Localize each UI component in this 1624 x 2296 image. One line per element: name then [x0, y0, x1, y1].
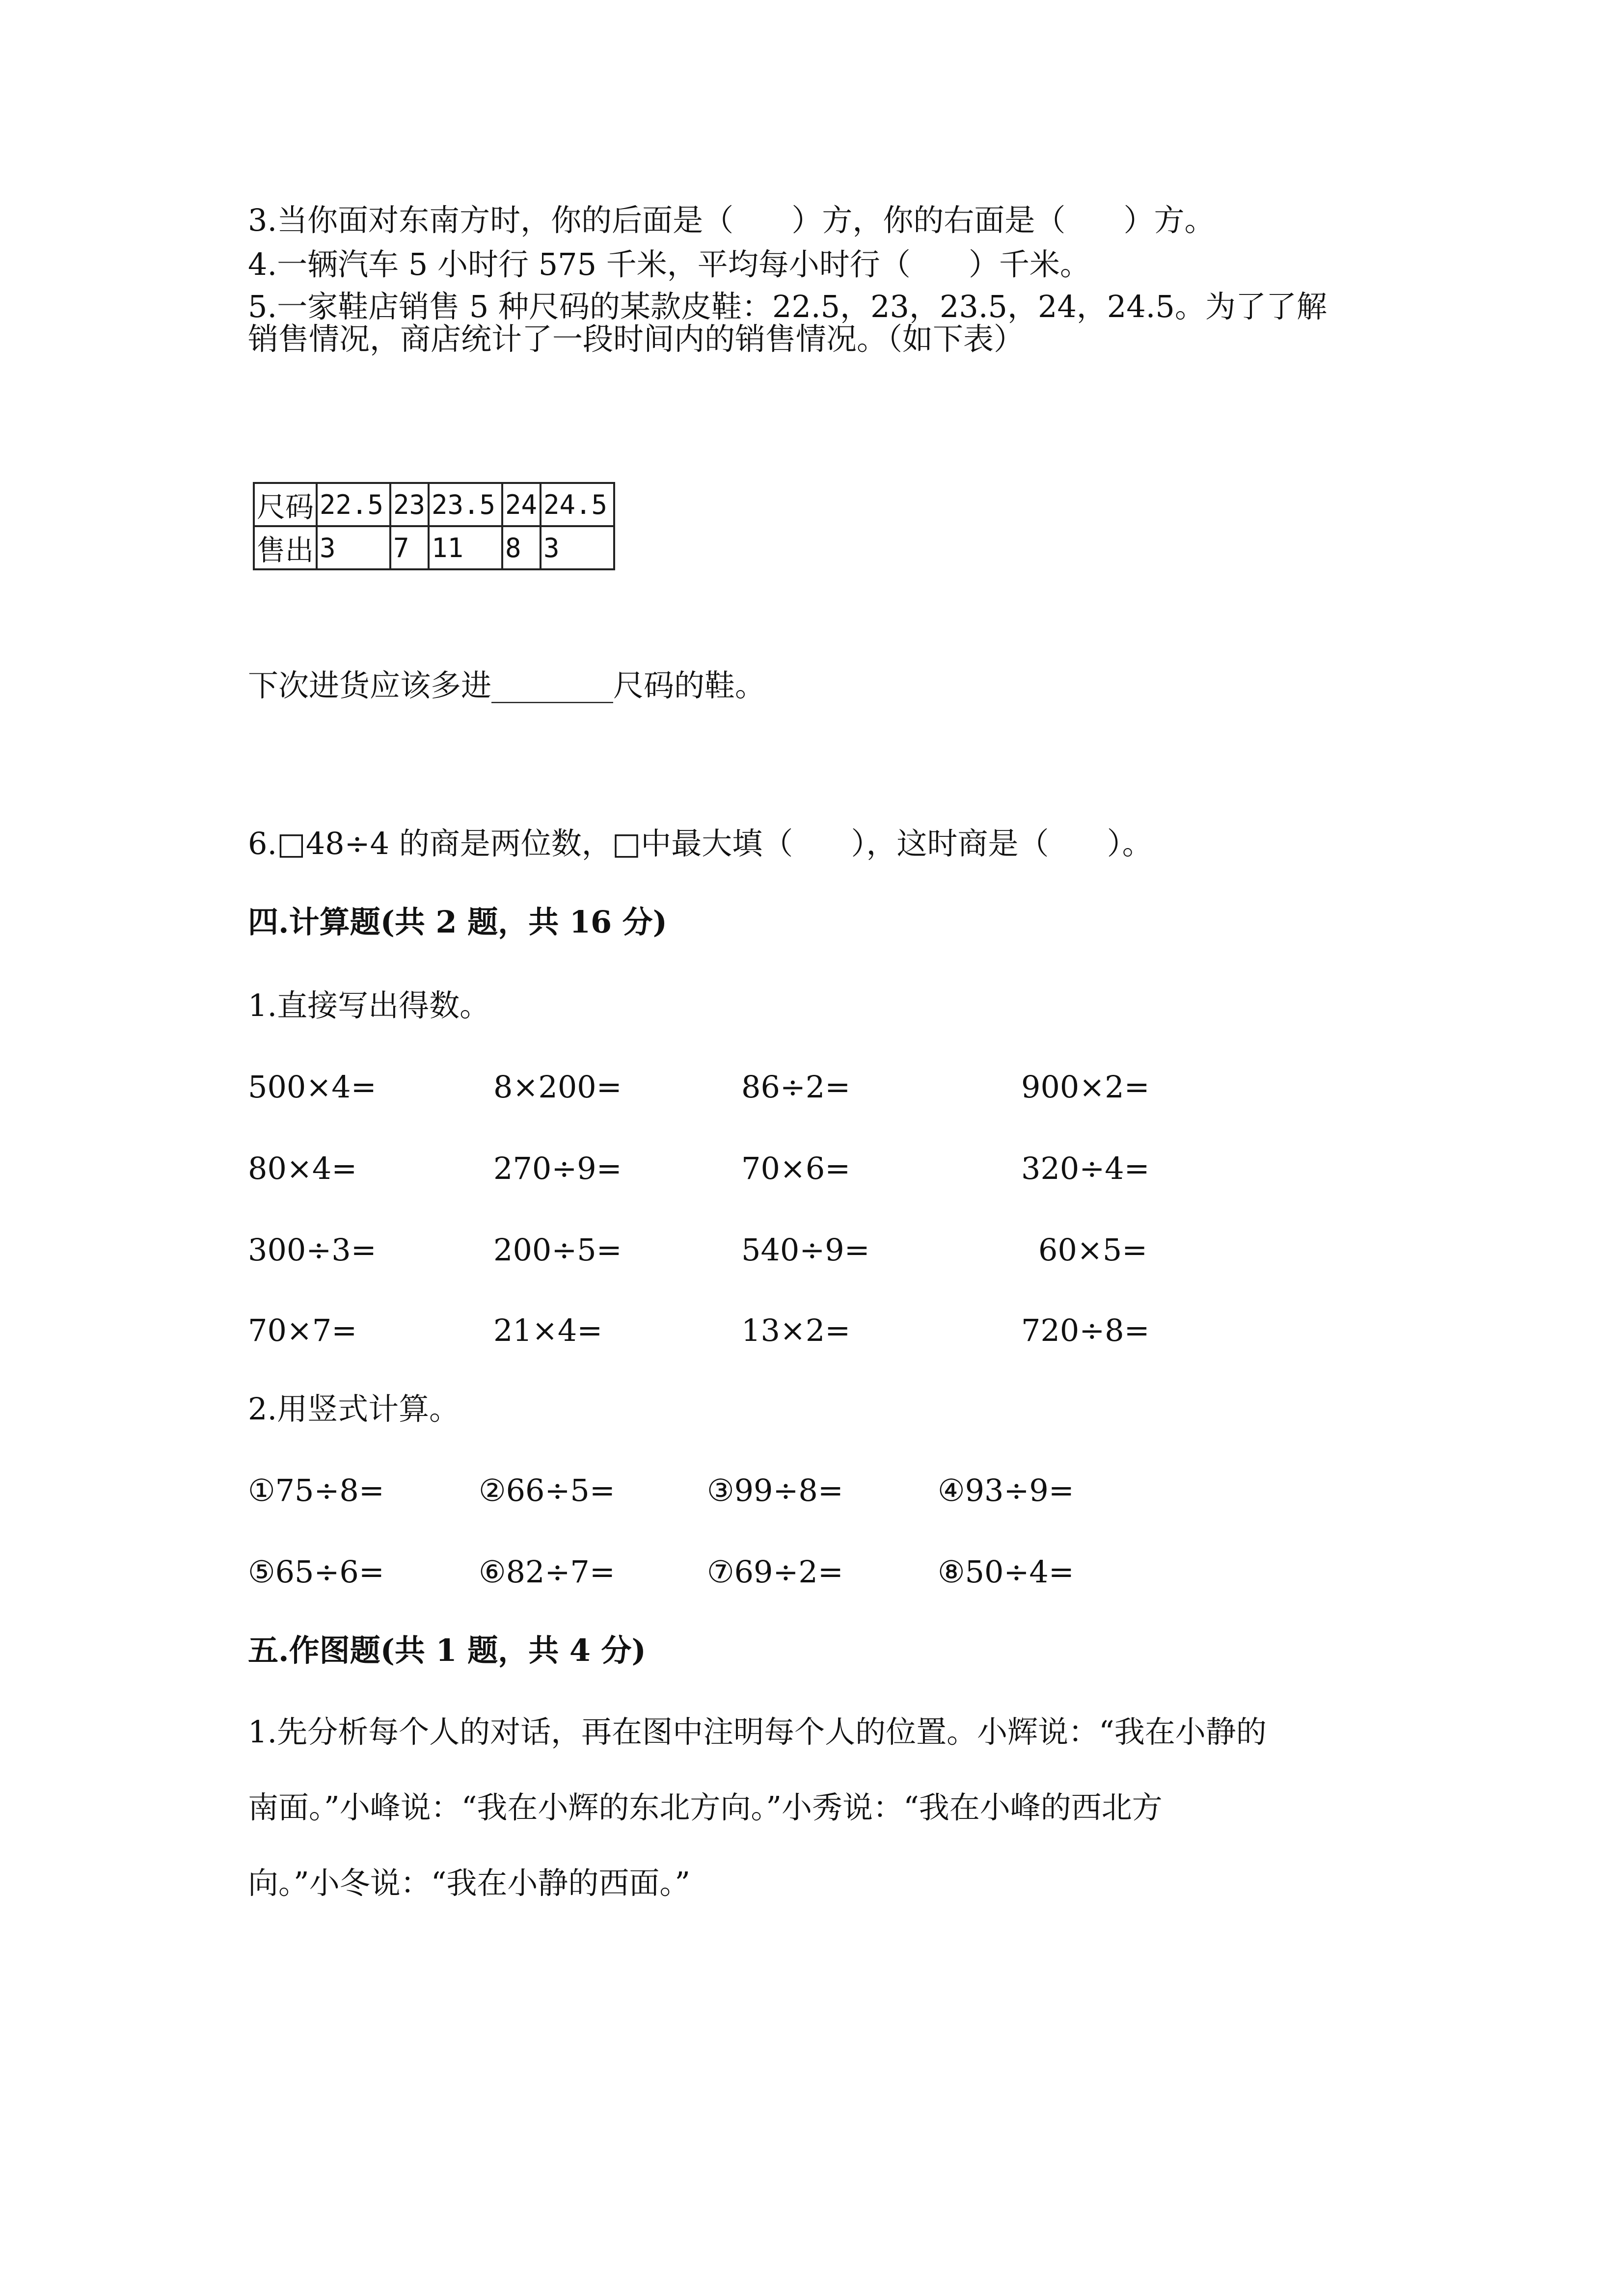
- calc-item: 70×7=: [248, 1312, 357, 1348]
- calc-item: 13×2=: [741, 1312, 851, 1348]
- calc-item: 200÷5=: [493, 1232, 622, 1268]
- sales-table: [253, 482, 615, 570]
- table-cell: 22.5: [317, 483, 390, 526]
- calc-item: ②66÷5=: [479, 1472, 615, 1508]
- question-5-line-2: 销售情况，商店统计了一段时间内的销售情况。（如下表）: [248, 321, 1025, 357]
- table-cell: 24: [502, 483, 541, 526]
- section-4-heading: 四.计算题(共 2 题，共 16 分): [248, 904, 668, 940]
- calc-item: 900×2=: [1021, 1069, 1150, 1105]
- table-cell: 售出: [254, 526, 317, 569]
- calc-1-title: 1.直接写出得数。: [248, 988, 490, 1023]
- calc-item: 720÷8=: [1021, 1312, 1150, 1348]
- table-cell: 3: [317, 526, 390, 569]
- question-5-answer: 下次进货应该多进________尺码的鞋。: [248, 667, 766, 703]
- table-cell: 11: [429, 526, 502, 569]
- drawing-question-line-3: 向。”小冬说：“我在小静的西面。”: [248, 1865, 691, 1901]
- table-cell: 23: [390, 483, 429, 526]
- drawing-question-line-2: 南面。”小峰说：“我在小辉的东北方向。”小秀说：“我在小峰的西北方: [248, 1789, 1163, 1825]
- question-4: 4.一辆汽车 5 小时行 575 千米，平均每小时行（ ）千米。: [248, 246, 1091, 282]
- calc-item: 300÷3=: [248, 1232, 377, 1268]
- table-cell: 3: [541, 526, 614, 569]
- calc-item: 60×5=: [1038, 1232, 1148, 1268]
- table-row-size: [254, 483, 614, 526]
- table-cell: 8: [502, 526, 541, 569]
- table-cell: 24.5: [541, 483, 614, 526]
- calc-item: 86÷2=: [741, 1069, 851, 1105]
- calc-item: 80×4=: [248, 1150, 357, 1186]
- calc-item: ⑥82÷7=: [479, 1554, 615, 1590]
- calc-item: 270÷9=: [493, 1150, 622, 1186]
- question-6: 6.□48÷4 的商是两位数，□中最大填（ ），这时商是（ ）。: [248, 826, 1153, 861]
- table-row-sold: [254, 526, 614, 569]
- drawing-question-line-1: 1.先分析每个人的对话，再在图中注明每个人的位置。小辉说：“我在小静的: [248, 1714, 1267, 1750]
- table-cell: 7: [390, 526, 429, 569]
- table-cell: 23.5: [429, 483, 502, 526]
- calc-item: 540÷9=: [741, 1232, 870, 1268]
- question-3: 3.当你面对东南方时，你的后面是（ ）方，你的右面是（ ）方。: [248, 202, 1215, 238]
- calc-item: 70×6=: [741, 1150, 851, 1186]
- section-5-heading: 五.作图题(共 1 题，共 4 分): [248, 1632, 646, 1668]
- question-5-line-1: 5.一家鞋店销售 5 种尺码的某款皮鞋：22.5，23，23.5，24，24.5。为了了解: [248, 289, 1327, 324]
- calc-item: 21×4=: [493, 1312, 603, 1348]
- calc-item: 320÷4=: [1021, 1150, 1150, 1186]
- calc-item: ③99÷8=: [707, 1472, 843, 1508]
- table-cell: 尺码: [254, 483, 317, 526]
- calc-item: ⑧50÷4=: [938, 1554, 1074, 1590]
- calc-item: ①75÷8=: [248, 1472, 384, 1508]
- calc-item: ⑦69÷2=: [707, 1554, 843, 1590]
- calc-item: ⑤65÷6=: [248, 1554, 384, 1590]
- calc-2-title: 2.用竖式计算。: [248, 1391, 460, 1427]
- calc-item: 500×4=: [248, 1069, 377, 1105]
- calc-item: 8×200=: [493, 1069, 622, 1105]
- calc-item: ④93÷9=: [938, 1472, 1074, 1508]
